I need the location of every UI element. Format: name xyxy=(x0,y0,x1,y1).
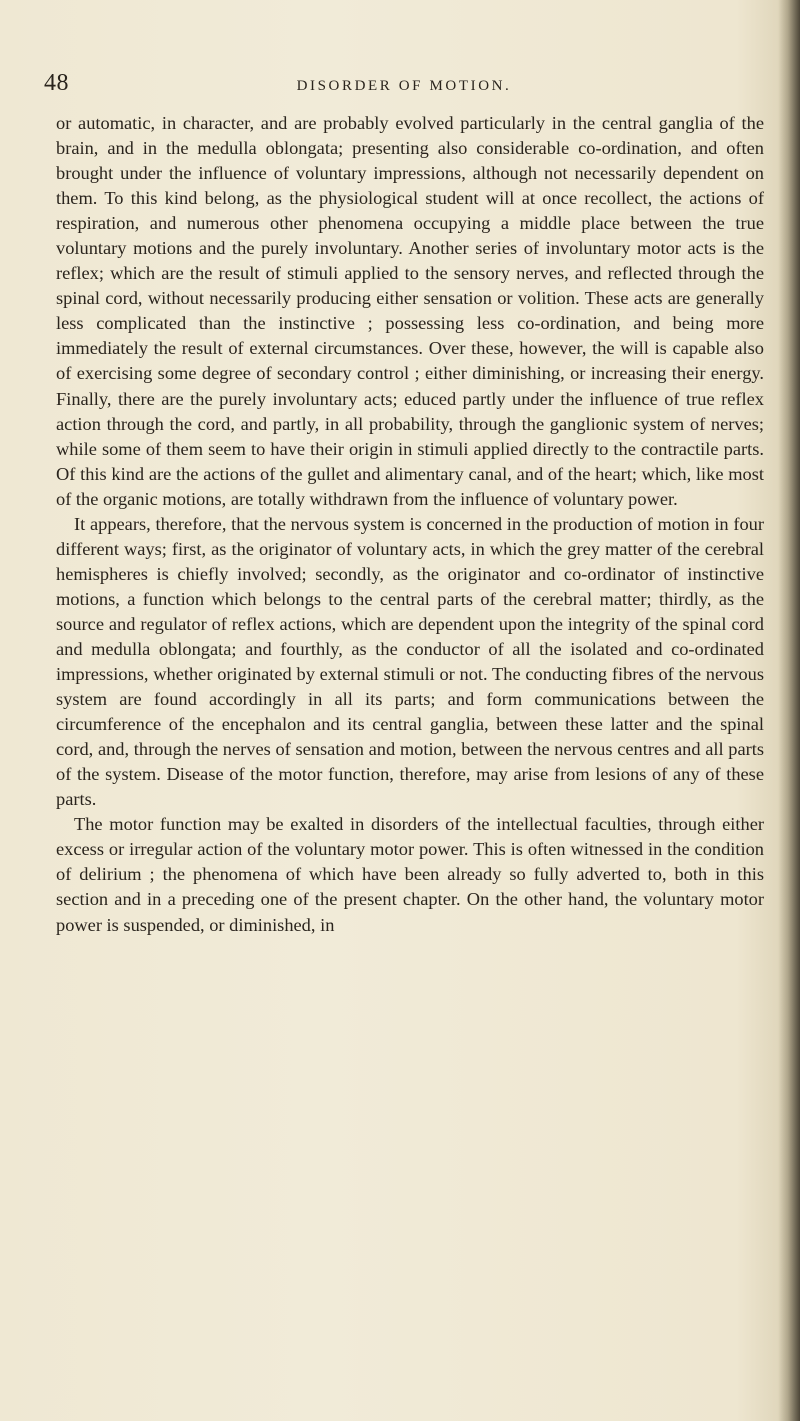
paragraph-2: It appears, therefore, that the nervous system is concerned in the production of motion in four different ways; first, as the originator of voluntary acts, in which the grey matter of the cerebral hemispheres is chiefly involved; secondly, as the originator and co-ordinator of instinctive motions, a function which belongs to the central parts of the cerebral matter; thirdly, as the source and regulator of reflex actions, which are dependent upon the integrity of the spinal cord and medulla oblongata; and fourthly, as the conductor of all the isolated and co-ordinated impressions, whether originated by external stimuli or not. The conducting fibres of the nervous system are found accordingly in all its parts; and form communications between the circumference of the encephalon and its central ganglia, between these latter and the spinal cord, and, through the nerves of sensation and motion, between the nervous centres and all parts of the system. Disease of the motor function, therefore, may arise from lesions of any of these parts. xyxy=(56,513,764,810)
body-text xyxy=(56,111,764,938)
paragraph-1: or automatic, in character, and are probably evolved particularly in the central ganglia of the brain, and in the medulla oblongata; presenting also considerable co-ordination, and often brought under the influence of voluntary impressions, although not necessarily dependent on them. To this kind belong, as the physiological student will at once recollect, the actions of respiration, and numerous other phenomena occupying a middle place between the true voluntary motions and the purely involuntary. Another series of involuntary motor acts is the reflex; which are the result of stimuli applied to the sensory nerves, and reflected through the spinal cord, without necessarily producing either sensation or volition. These acts are generally less complicated than the instinctive ; possessing less co-ordination, and being more immediately the result of external circumstances. Over these, however, the will is capable also of exercising some degree of secondary control ; either diminishing, or increasing their energy. Finally, there are the purely involuntary acts; educed partly under the influence of true reflex action through the cord, and partly, in all probability, through the ganglionic system of nerves; while some of them seem to have their origin in stimuli applied directly to the contractile parts. Of this kind are the actions of the gullet and alimentary canal, and of the heart; which, like most of the organic motions, are totally withdrawn from the influence of voluntary power. xyxy=(56,113,764,509)
page-number: 48 xyxy=(44,70,69,96)
page-edge-shadow xyxy=(778,0,800,1421)
page-header xyxy=(44,70,764,110)
running-head: DISORDER OF MOTION. xyxy=(296,78,512,94)
paragraph-3: The motor function may be exalted in disorders of the intellectual faculties, through either excess or irregular action of the voluntary motor power. This is often witnessed in the condition of delirium ; the phenomena of which have been already so fully adverted to, both in this section and in a preceding one of the present chapter. On the other hand, the voluntary motor power is suspended, or diminished, in xyxy=(56,814,764,935)
